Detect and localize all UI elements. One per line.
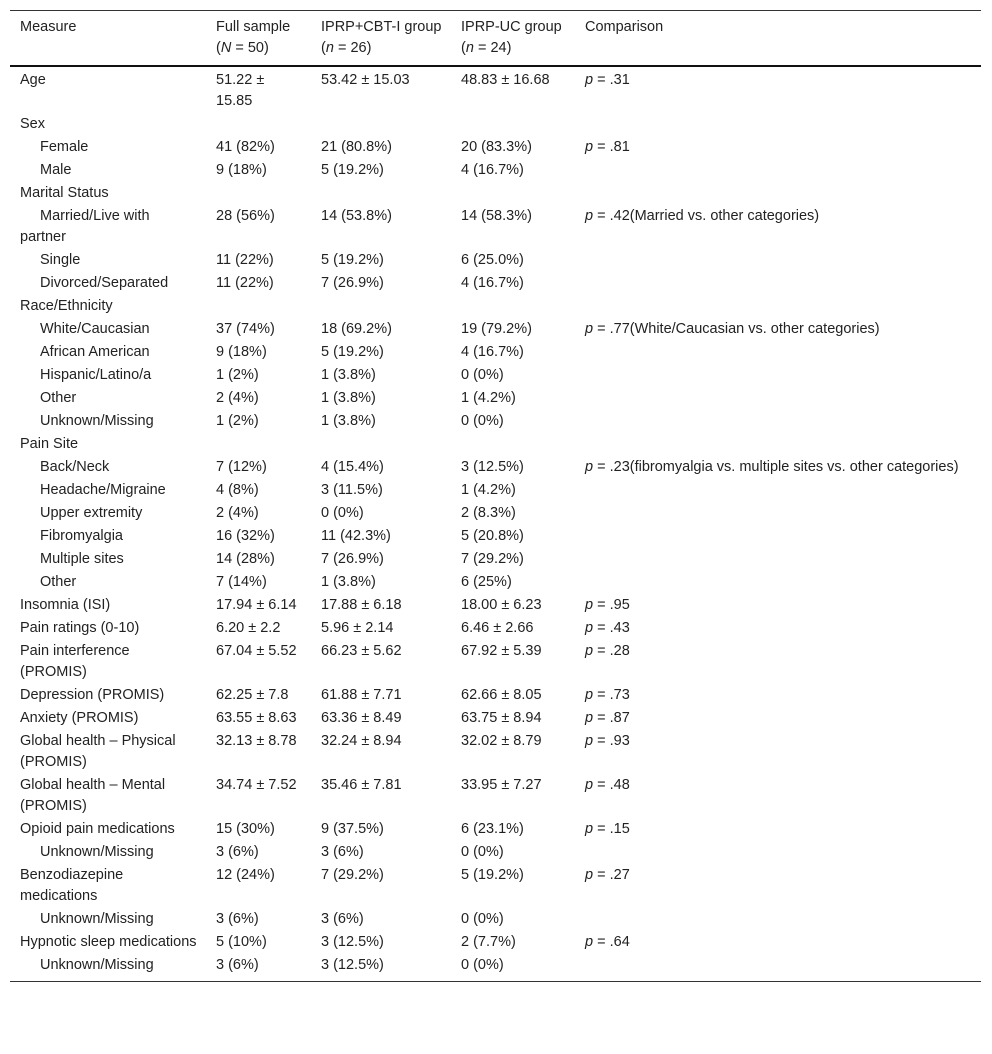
uc-group-cell: 0 (0%): [461, 844, 504, 860]
full-sample-cell: 17.94 ± 6.14: [216, 597, 297, 613]
table-row: [10, 730, 981, 774]
comparison-value: = .64: [593, 934, 630, 950]
comparison-cell: [575, 113, 981, 136]
table-row: [10, 841, 981, 864]
comparison-cell: [575, 341, 981, 364]
header-full-sample-n: = 50): [231, 40, 269, 56]
cbti-group-cell: 0 (0%): [321, 505, 364, 521]
p-value-symbol: p: [585, 459, 594, 475]
table-row: [10, 136, 981, 159]
comparison-value: = .87: [593, 710, 630, 726]
cbti-group-cell: 5.96 ± 2.14: [321, 620, 394, 636]
header-full-sample: Full sample (N = 50): [216, 19, 291, 56]
comparison-cell: [575, 433, 981, 456]
sub-measure-cell: Divorced/Separated: [40, 275, 169, 291]
cbti-group-cell: 61.88 ± 7.71: [321, 687, 402, 703]
table-row: [10, 182, 981, 205]
table-row: [10, 113, 981, 136]
comparison-cell: [575, 249, 981, 272]
uc-group-cell: 6 (23.1%): [461, 821, 524, 837]
uc-group-cell: 14 (58.3%): [461, 208, 532, 224]
cbti-group-cell: 17.88 ± 6.18: [321, 597, 402, 613]
comparison-cell: [575, 295, 981, 318]
header-measure: Measure: [20, 19, 77, 35]
sub-measure-cell: Unknown/Missing: [40, 911, 154, 927]
comparison-value: = .28: [593, 643, 630, 659]
header-uc-group-n: = 24): [473, 40, 512, 56]
table-row: [10, 387, 981, 410]
measure-cell: Global health – Physical (PROMIS): [20, 733, 176, 770]
full-sample-cell: 37 (74%): [216, 321, 275, 337]
p-value-symbol: p: [585, 687, 594, 703]
measure-cell: Opioid pain medications: [20, 821, 175, 837]
full-sample-cell: 11 (22%): [216, 252, 274, 268]
cbti-group-cell: 14 (53.8%): [321, 208, 392, 224]
full-sample-cell: 1 (2%): [216, 413, 259, 429]
p-value-symbol: p: [585, 139, 594, 155]
full-sample-cell: 34.74 ± 7.52: [216, 777, 297, 793]
table-row: [10, 617, 981, 640]
comparison-value: = .73: [593, 687, 630, 703]
full-sample-cell: 11 (22%): [216, 275, 274, 291]
uc-group-cell: 0 (0%): [461, 911, 504, 927]
comparison-value: = .81: [593, 139, 630, 155]
full-sample-cell: 16 (32%): [216, 528, 275, 544]
uc-group-cell: 2 (7.7%): [461, 934, 516, 950]
cbti-group-cell: [311, 433, 451, 456]
table-row: [10, 479, 981, 502]
uc-group-cell: 5 (20.8%): [461, 528, 524, 544]
full-sample-cell: 7 (12%): [216, 459, 267, 475]
comparison-cell: [575, 707, 981, 730]
uc-group-cell: [451, 182, 575, 205]
table-row: [10, 640, 981, 684]
comparison-cell: [575, 864, 981, 908]
table-header: [10, 11, 981, 67]
table-row: [10, 525, 981, 548]
full-sample-cell: 9 (18%): [216, 162, 267, 178]
measure-cell: Depression (PROMIS): [20, 687, 165, 703]
full-sample-cell: 51.22 ± 15.85: [216, 72, 265, 109]
comparison-cell: [575, 571, 981, 594]
sub-measure-cell: Single: [40, 252, 81, 268]
full-sample-cell: [206, 433, 311, 456]
uc-group-cell: 1 (4.2%): [461, 390, 516, 406]
comparison-cell: [575, 479, 981, 502]
full-sample-cell: 3 (6%): [216, 911, 259, 927]
measure-cell: Global health – Mental (PROMIS): [20, 777, 166, 814]
comparison-cell: [575, 954, 981, 982]
sub-measure-cell: Multiple sites: [40, 551, 124, 567]
comparison-value: = .42(Married vs. other categories): [593, 208, 820, 224]
full-sample-cell: 2 (4%): [216, 505, 259, 521]
cbti-group-cell: 9 (37.5%): [321, 821, 384, 837]
cbti-group-cell: [311, 295, 451, 318]
cbti-group-cell: 7 (29.2%): [321, 867, 384, 883]
uc-group-cell: 6 (25%): [461, 574, 512, 590]
p-value-symbol: p: [585, 321, 594, 337]
header-uc-group-stat: n: [465, 40, 474, 56]
measure-cell: Pain interference (PROMIS): [20, 643, 130, 680]
header-cbti-group-n: = 26): [333, 40, 372, 56]
uc-group-cell: 5 (19.2%): [461, 867, 524, 883]
cbti-group-cell: 4 (15.4%): [321, 459, 384, 475]
cbti-group-cell: 63.36 ± 8.49: [321, 710, 402, 726]
header-cbti-group-title: IPRP+CBT-I group: [321, 19, 442, 35]
cbti-group-cell: 1 (3.8%): [321, 413, 376, 429]
cbti-group-cell: 5 (19.2%): [321, 344, 384, 360]
cbti-group-cell: 3 (6%): [321, 911, 364, 927]
table-row: [10, 433, 981, 456]
cbti-group-cell: 5 (19.2%): [321, 162, 384, 178]
table-row: [10, 502, 981, 525]
sub-measure-cell: Unknown/Missing: [40, 844, 154, 860]
comparison-cell: [575, 318, 981, 341]
table-row: [10, 159, 981, 182]
full-sample-cell: 41 (82%): [216, 139, 275, 155]
cbti-group-cell: 11 (42.3%): [321, 528, 391, 544]
uc-group-cell: 33.95 ± 7.27: [461, 777, 542, 793]
comparison-cell: [575, 364, 981, 387]
comparison-cell: [575, 931, 981, 954]
p-value-symbol: p: [585, 208, 594, 224]
cbti-group-cell: 3 (12.5%): [321, 934, 384, 950]
uc-group-cell: 4 (16.7%): [461, 344, 524, 360]
table-row: [10, 908, 981, 931]
cbti-group-cell: 1 (3.8%): [321, 367, 376, 383]
sub-measure-cell: African American: [40, 344, 150, 360]
full-sample-cell: 4 (8%): [216, 482, 259, 498]
measure-cell: Marital Status: [20, 185, 109, 201]
uc-group-cell: 6.46 ± 2.66: [461, 620, 534, 636]
cbti-group-cell: 5 (19.2%): [321, 252, 384, 268]
table-row: [10, 707, 981, 730]
table-row: [10, 684, 981, 707]
comparison-cell: [575, 136, 981, 159]
measure-cell: Pain ratings (0-10): [20, 620, 140, 636]
table-row: [10, 931, 981, 954]
comparison-value: = .43: [593, 620, 630, 636]
cbti-group-cell: 3 (11.5%): [321, 482, 383, 498]
sub-measure-cell: Fibromyalgia: [40, 528, 123, 544]
cbti-group-cell: 21 (80.8%): [321, 139, 392, 155]
table-row: [10, 318, 981, 341]
comparison-cell: [575, 774, 981, 818]
full-sample-cell: 7 (14%): [216, 574, 267, 590]
comparison-value: = .93: [593, 733, 630, 749]
full-sample-cell: 32.13 ± 8.78: [216, 733, 297, 749]
uc-group-cell: 20 (83.3%): [461, 139, 532, 155]
uc-group-cell: 7 (29.2%): [461, 551, 524, 567]
comparison-value: = .27: [593, 867, 630, 883]
comparison-cell: [575, 159, 981, 182]
measure-cell: Race/Ethnicity: [20, 298, 113, 314]
sub-measure-cell: Female: [40, 139, 89, 155]
cbti-group-cell: [311, 182, 451, 205]
uc-group-cell: 0 (0%): [461, 367, 504, 383]
table-row: [10, 364, 981, 387]
full-sample-cell: 9 (18%): [216, 344, 267, 360]
table-row: [10, 249, 981, 272]
full-sample-cell: 14 (28%): [216, 551, 275, 567]
table-row: [10, 548, 981, 571]
uc-group-cell: 67.92 ± 5.39: [461, 643, 542, 659]
table-row: [10, 954, 981, 982]
uc-group-cell: [451, 295, 575, 318]
table-row: [10, 341, 981, 364]
cbti-group-cell: 66.23 ± 5.62: [321, 643, 402, 659]
full-sample-cell: 62.25 ± 7.8: [216, 687, 289, 703]
cbti-group-cell: 7 (26.9%): [321, 551, 384, 567]
table-row: [10, 594, 981, 617]
sub-measure-cell: Other: [40, 574, 77, 590]
cbti-group-cell: 1 (3.8%): [321, 390, 376, 406]
table-row: [10, 818, 981, 841]
table-row: [10, 272, 981, 295]
comparison-cell: [575, 684, 981, 707]
table-container: [10, 10, 981, 982]
table-row: [10, 66, 981, 113]
measure-cell: Anxiety (PROMIS): [20, 710, 139, 726]
sub-measure-cell: Headache/Migraine: [40, 482, 166, 498]
comparison-cell: [575, 594, 981, 617]
p-value-symbol: p: [585, 620, 594, 636]
uc-group-cell: [451, 113, 575, 136]
header-row: [10, 11, 981, 67]
comparison-cell: [575, 182, 981, 205]
p-value-symbol: p: [585, 821, 594, 837]
comparison-cell: [575, 525, 981, 548]
table-row: [10, 571, 981, 594]
sub-measure-cell: Married/Live with partner: [20, 208, 150, 245]
table-row: [10, 774, 981, 818]
full-sample-cell: 3 (6%): [216, 957, 259, 973]
comparison-cell: [575, 66, 981, 113]
sub-measure-cell: Hispanic/Latino/a: [40, 367, 152, 383]
comparison-value: = .23(fibromyalgia vs. multiple sites vs. other categories): [593, 459, 959, 475]
sub-measure-cell: Unknown/Missing: [40, 413, 154, 429]
measure-cell: Hypnotic sleep medications: [20, 934, 197, 950]
table-body: [10, 66, 981, 982]
sub-measure-cell: Back/Neck: [40, 459, 110, 475]
measure-cell: Insomnia (ISI): [20, 597, 111, 613]
comparison-value: = .31: [593, 72, 630, 88]
comparison-cell: [575, 640, 981, 684]
uc-group-cell: 3 (12.5%): [461, 459, 524, 475]
uc-group-cell: 4 (16.7%): [461, 275, 524, 291]
p-value-symbol: p: [585, 72, 594, 88]
measure-cell: Age: [20, 72, 46, 88]
uc-group-cell: 48.83 ± 16.68: [461, 72, 550, 88]
p-value-symbol: p: [585, 597, 594, 613]
sub-measure-cell: Other: [40, 390, 77, 406]
comparison-cell: [575, 272, 981, 295]
comparison-cell: [575, 548, 981, 571]
uc-group-cell: 18.00 ± 6.23: [461, 597, 542, 613]
header-cbti-group: IPRP+CBT-I group (n = 26): [321, 19, 442, 56]
cbti-group-cell: 1 (3.8%): [321, 574, 376, 590]
uc-group-cell: 6 (25.0%): [461, 252, 524, 268]
table-row: [10, 864, 981, 908]
cbti-group-cell: 18 (69.2%): [321, 321, 392, 337]
full-sample-cell: 67.04 ± 5.52: [216, 643, 297, 659]
p-value-symbol: p: [585, 867, 594, 883]
cbti-group-cell: 3 (6%): [321, 844, 364, 860]
full-sample-cell: [206, 182, 311, 205]
comparison-cell: [575, 818, 981, 841]
comparison-cell: [575, 841, 981, 864]
comparison-cell: [575, 387, 981, 410]
sub-measure-cell: Male: [40, 162, 72, 178]
uc-group-cell: 32.02 ± 8.79: [461, 733, 542, 749]
full-sample-cell: 12 (24%): [216, 867, 275, 883]
table-row: [10, 295, 981, 318]
uc-group-cell: 4 (16.7%): [461, 162, 524, 178]
sub-measure-cell: White/Caucasian: [40, 321, 150, 337]
uc-group-cell: 1 (4.2%): [461, 482, 516, 498]
full-sample-cell: [206, 113, 311, 136]
cbti-group-cell: 53.42 ± 15.03: [321, 72, 410, 88]
baseline-characteristics-table: [10, 10, 981, 982]
full-sample-cell: [206, 295, 311, 318]
table-row: [10, 410, 981, 433]
measure-cell: Pain Site: [20, 436, 79, 452]
cbti-group-cell: 35.46 ± 7.81: [321, 777, 402, 793]
full-sample-cell: 3 (6%): [216, 844, 259, 860]
sub-measure-cell: Unknown/Missing: [40, 957, 154, 973]
table-row: [10, 205, 981, 249]
comparison-cell: [575, 205, 981, 249]
p-value-symbol: p: [585, 733, 594, 749]
comparison-cell: [575, 502, 981, 525]
header-uc-group: IPRP-UC group (n = 24): [461, 19, 562, 56]
cbti-group-cell: 7 (26.9%): [321, 275, 384, 291]
full-sample-cell: 28 (56%): [216, 208, 275, 224]
p-value-symbol: p: [585, 643, 594, 659]
full-sample-cell: 6.20 ± 2.2: [216, 620, 281, 636]
header-uc-group-title: IPRP-UC group: [461, 19, 562, 35]
comparison-cell: [575, 908, 981, 931]
comparison-value: = .77(White/Caucasian vs. other categories): [593, 321, 880, 337]
full-sample-cell: 1 (2%): [216, 367, 259, 383]
header-full-sample-stat: N: [220, 40, 232, 56]
p-value-symbol: p: [585, 777, 594, 793]
table-row: [10, 456, 981, 479]
full-sample-cell: 5 (10%): [216, 934, 267, 950]
header-comparison: Comparison: [585, 19, 664, 35]
cbti-group-cell: 3 (12.5%): [321, 957, 384, 973]
cbti-group-cell: [311, 113, 451, 136]
cbti-group-cell: 32.24 ± 8.94: [321, 733, 402, 749]
measure-cell: Sex: [20, 116, 45, 132]
sub-measure-cell: Upper extremity: [40, 505, 143, 521]
p-value-symbol: p: [585, 934, 594, 950]
full-sample-cell: 2 (4%): [216, 390, 259, 406]
uc-group-cell: 0 (0%): [461, 957, 504, 973]
comparison-value: = .48: [593, 777, 630, 793]
uc-group-cell: 2 (8.3%): [461, 505, 516, 521]
uc-group-cell: 63.75 ± 8.94: [461, 710, 542, 726]
p-value-symbol: p: [585, 710, 594, 726]
comparison-cell: [575, 410, 981, 433]
uc-group-cell: 19 (79.2%): [461, 321, 532, 337]
comparison-cell: [575, 456, 981, 479]
uc-group-cell: 62.66 ± 8.05: [461, 687, 542, 703]
comparison-cell: [575, 617, 981, 640]
header-full-sample-title: Full sample: [216, 19, 291, 35]
full-sample-cell: 15 (30%): [216, 821, 275, 837]
uc-group-cell: 0 (0%): [461, 413, 504, 429]
measure-cell: Benzodiazepine medications: [20, 867, 124, 904]
comparison-value: = .95: [593, 597, 630, 613]
uc-group-cell: [451, 433, 575, 456]
full-sample-cell: 63.55 ± 8.63: [216, 710, 297, 726]
header-cbti-group-stat: n: [325, 40, 334, 56]
comparison-value: = .15: [593, 821, 630, 837]
comparison-cell: [575, 730, 981, 774]
